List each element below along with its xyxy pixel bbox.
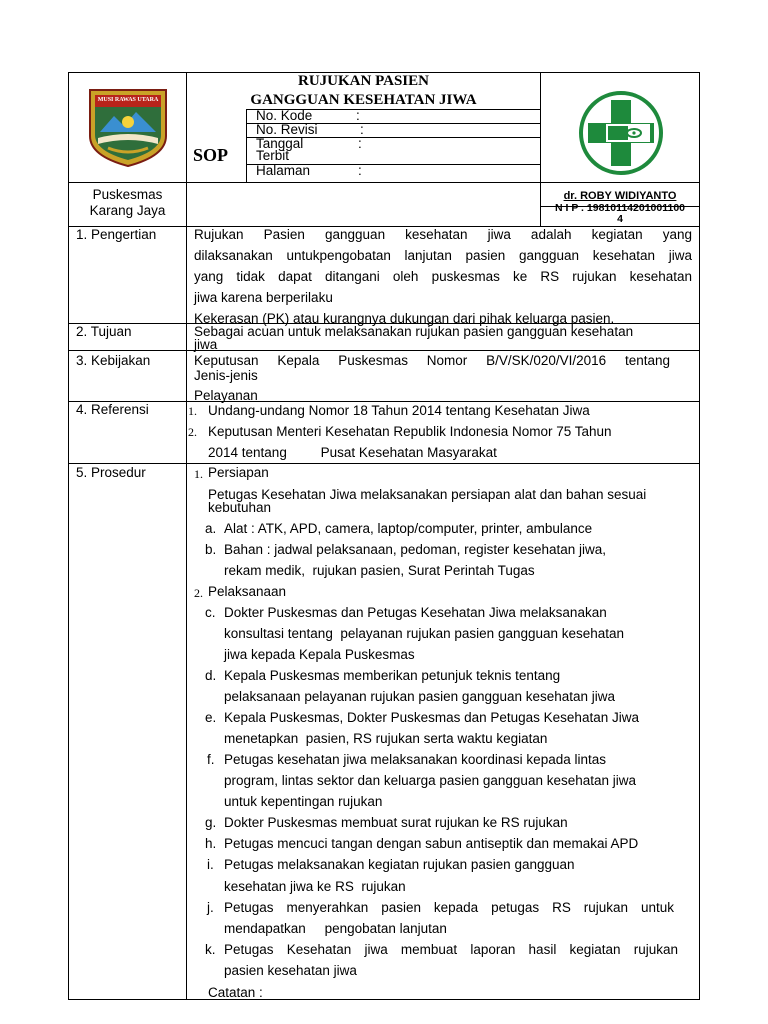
prosedur-step-title: Persiapan xyxy=(208,465,269,480)
list-item: Kepala Puskesmas, Dokter Puskesmas dan Petugas Kesehatan Jiwa xyxy=(224,710,639,725)
list-letter: h. xyxy=(205,836,217,851)
list-letter: i. xyxy=(207,857,214,872)
regency-logo xyxy=(86,86,170,168)
org-name-line2: Karang Jaya xyxy=(89,203,166,218)
list-item: Bahan : jadwal pelaksanaan, pedoman, register kesehatan jiwa, xyxy=(224,542,606,557)
list-item: kesehatan jiwa ke RS rujukan xyxy=(224,879,406,894)
prosedur-step-number: 1. xyxy=(194,467,203,481)
field-no-revisi-label: No. Revisi xyxy=(256,122,318,137)
list-item: Kepala Puskesmas memberikan petunjuk teknis tentang xyxy=(224,668,561,683)
list-item: menetapkan pasien, RS rujukan serta waktu kegiatan xyxy=(224,731,548,746)
list-letter: g. xyxy=(205,815,217,830)
signatory-nip: N I P . 19810114201001100 xyxy=(554,202,685,214)
referensi-number: 2. xyxy=(188,425,197,439)
field-halaman-label: Halaman xyxy=(256,163,311,178)
pengertian-line: Kekerasan (PK) atau kurangnya dukungan dari pihak keluarga pasien. xyxy=(194,311,615,326)
section-label-referensi: 4. Referensi xyxy=(76,402,149,417)
list-letter: b. xyxy=(205,542,217,557)
signatory-nip-end: 4 xyxy=(617,213,623,225)
pengertian-line: Rujukan Pasien gangguan kesehatan jiwa adalah kegiatan yang xyxy=(194,227,692,242)
field-no-revisi-sep: : xyxy=(360,122,364,137)
list-item: Petugas melaksanakan kegiatan rujukan pasien gangguan xyxy=(224,857,575,872)
list-item: pelaksanaan pelayanan rujukan pasien gangguan kesehatan jiwa xyxy=(224,689,616,704)
list-item: Petugas menyerahkan pasien kepada petugas RS rujukan untuk xyxy=(224,900,674,915)
list-item: Petugas kesehatan jiwa melaksanakan koordinasi kepada lintas xyxy=(224,752,606,767)
pengertian-line: dilaksanakan untukpengobatan lanjutan pasien gangguan kesehatan jiwa xyxy=(194,248,692,263)
referensi-item: Keputusan Menteri Kesehatan Republik Indonesia Nomor 75 Tahun xyxy=(208,424,612,439)
referensi-item-cont: 2014 tentang Pusat Kesehatan Masyarakat xyxy=(208,445,497,460)
list-letter: e. xyxy=(205,710,217,725)
list-item: Alat : ATK, APD, camera, laptop/computer, printer, ambulance xyxy=(224,521,593,536)
field-tanggal-label: Tanggal xyxy=(256,136,304,151)
signatory-name: dr. ROBY WIDIYANTO xyxy=(563,190,677,202)
list-item: Petugas Kesehatan jiwa membuat laporan hasil kegiatan rujukan xyxy=(224,942,678,957)
prosedur-step-title: Pelaksanaan xyxy=(208,584,287,599)
field-terbit-label: Terbit xyxy=(256,148,290,163)
field-tanggal-sep: : xyxy=(358,136,362,151)
list-item: Dokter Puskesmas membuat surat rujukan ke RS rujukan xyxy=(224,815,568,830)
field-no-kode-label: No. Kode xyxy=(256,108,313,123)
section-label-kebijakan: 3. Kebijakan xyxy=(76,353,151,368)
list-letter: j. xyxy=(207,900,214,915)
list-letter: a. xyxy=(205,521,217,536)
referensi-item: Undang-undang Nomor 18 Tahun 2014 tentang Kesehatan Jiwa xyxy=(208,403,590,418)
regency-logo-banner: MUSI RAWAS UTARA xyxy=(97,97,159,103)
puskesmas-cross-icon xyxy=(578,90,664,176)
list-item: program, lintas sektor dan keluarga pasien gangguan kesehatan jiwa xyxy=(224,773,637,788)
list-letter: d. xyxy=(205,668,217,683)
puskesmas-logo xyxy=(578,90,664,176)
kebijakan-line: Keputusan Kepala Puskesmas Nomor B/V/SK/020/VI/2016 tentang xyxy=(194,353,670,368)
persiapan-intro: kebutuhan xyxy=(208,500,272,515)
field-halaman-sep: : xyxy=(358,163,362,178)
list-item: mendapatkan pengobatan lanjutan xyxy=(224,921,447,936)
document-title-line1: RUJUKAN PASIEN xyxy=(298,73,429,89)
list-letter: k. xyxy=(205,942,216,957)
section-label-prosedur: 5. Prosedur xyxy=(76,465,146,480)
persiapan-intro: Petugas Kesehatan Jiwa melaksanakan persiapan alat dan bahan sesuai xyxy=(208,487,647,502)
list-letter: f. xyxy=(207,752,215,767)
kebijakan-line: Pelayanan xyxy=(194,388,258,403)
list-item: pasien kesehatan jiwa xyxy=(224,963,357,978)
document-title-line2: GANGGUAN KESEHATAN JIWA xyxy=(250,92,477,108)
list-item: untuk kepentingan rujukan xyxy=(224,794,383,809)
list-letter: c. xyxy=(205,605,216,620)
section-label-pengertian: 1. Pengertian xyxy=(76,227,157,242)
tujuan-line: Sebagai acuan untuk melaksanakan rujukan pasien gangguan kesehatan xyxy=(194,324,634,339)
list-item: konsultasi tentang pelayanan rujukan pasien gangguan kesehatan xyxy=(224,626,625,641)
referensi-number: 1. xyxy=(188,404,197,418)
org-name-line1: Puskesmas xyxy=(92,187,163,202)
list-item: Petugas mencuci tangan dengan sabun antiseptik dan memakai APD xyxy=(224,836,639,851)
list-item: rekam medik, rujukan pasien, Surat Perintah Tugas xyxy=(224,563,535,578)
field-no-kode-sep: : xyxy=(356,108,360,123)
catatan-label: Catatan : xyxy=(208,985,263,1000)
kebijakan-line: Jenis-jenis xyxy=(194,368,258,383)
sop-label: SOP xyxy=(193,145,229,165)
pengertian-line: jiwa karena berperilaku xyxy=(194,290,333,305)
prosedur-step-number: 2. xyxy=(194,586,203,600)
tujuan-line: jiwa xyxy=(194,337,218,352)
section-label-tujuan: 2. Tujuan xyxy=(76,324,132,339)
list-item: jiwa kepada Kepala Puskesmas xyxy=(224,647,415,662)
pengertian-line: yang tidak dapat ditangani oleh puskesmas ke RS rujukan kesehatan xyxy=(194,269,692,284)
list-item: Dokter Puskesmas dan Petugas Kesehatan Jiwa melaksanakan xyxy=(224,605,607,620)
